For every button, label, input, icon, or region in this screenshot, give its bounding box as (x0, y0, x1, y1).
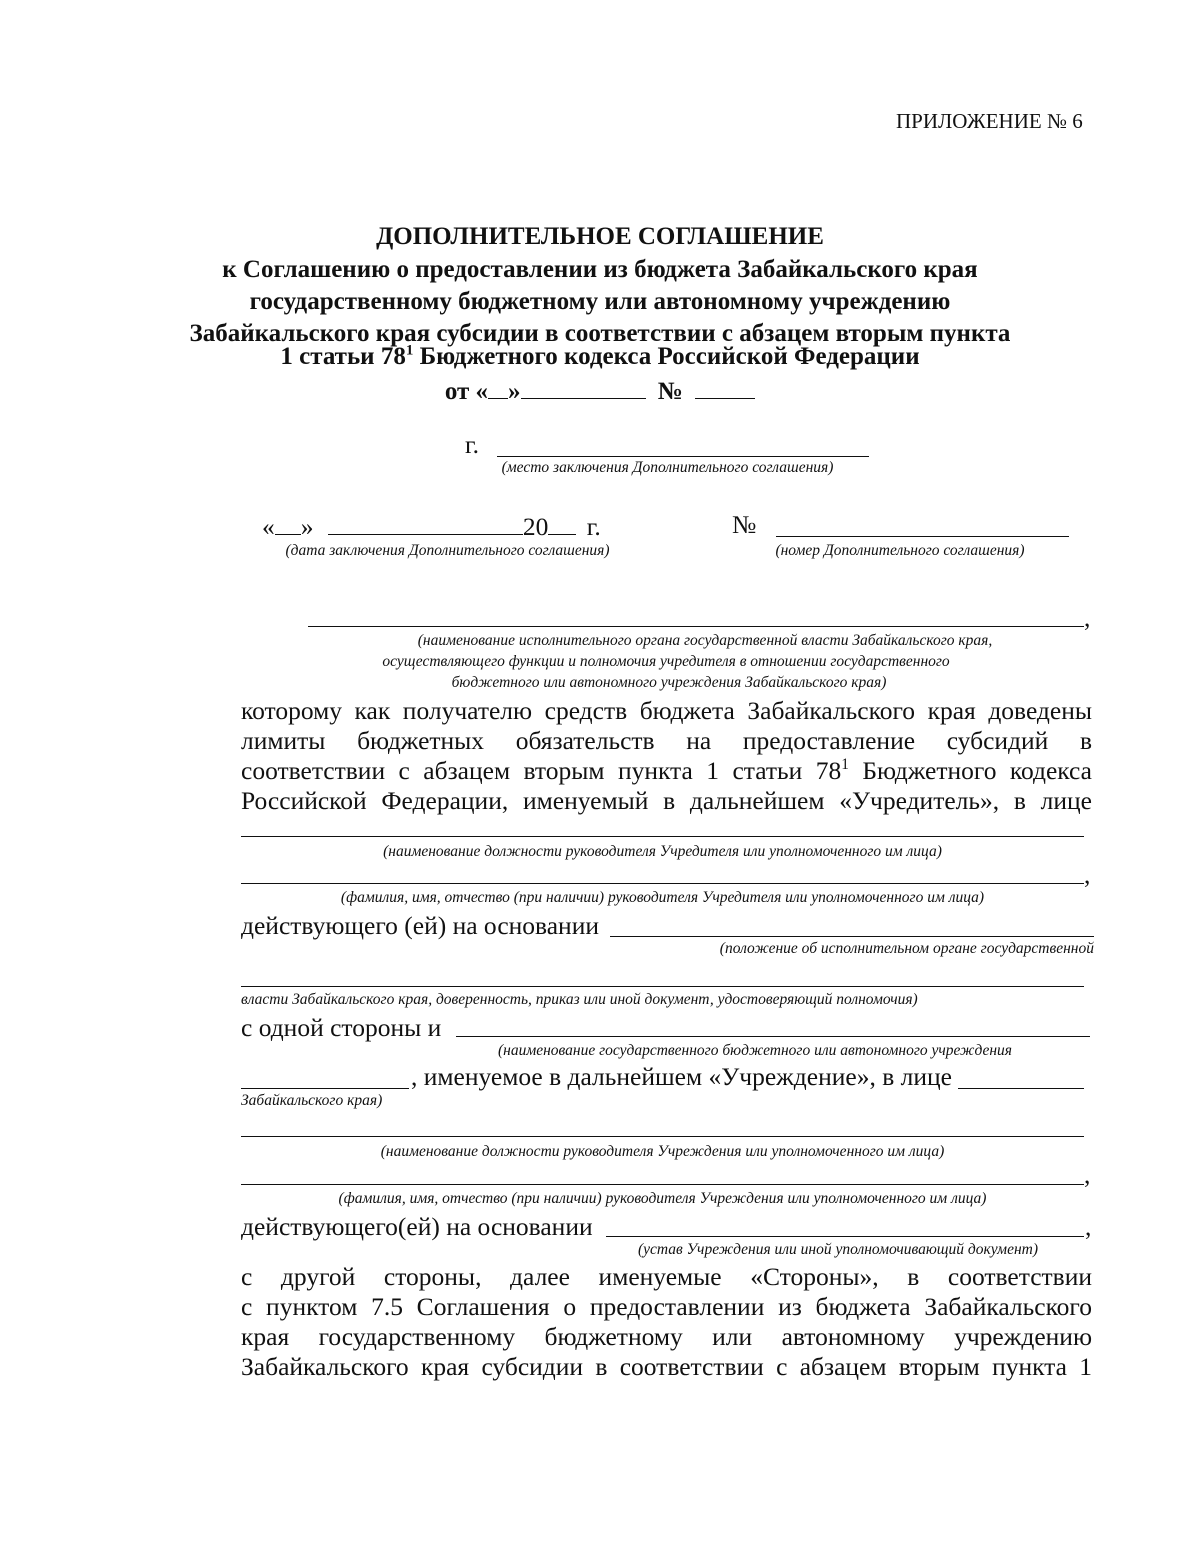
founder-caption-3: бюджетного или автономного учреждения Забайкальского края) (451, 674, 887, 691)
institution-name-caption-2: Забайкальского края) (241, 1092, 383, 1109)
institution-basis-label: действующего(ей) на основании (241, 1212, 593, 1241)
date-year-prefix: 20 (522, 512, 549, 542)
place-prefix: г. (465, 430, 479, 459)
title-line-4-sup: 1 (405, 342, 414, 359)
closing-line-2: с пунктом 7.5 Соглашения о предоставлении из бюджета Забайкальского (241, 1292, 1092, 1321)
title-line-3: Забайкальского края субсидии в соответствии с абзацем вторым пункта (189, 320, 1011, 347)
agreement-number-blank (776, 536, 1069, 537)
founder-para-4: Российской Федерации, именуемый в дальнейшем «Учредитель», в лице (241, 786, 1092, 815)
institution-head-name-blank (241, 1184, 1084, 1185)
institution-position-caption: (наименование должности руководителя Учреждения или уполномоченного им лица) (380, 1143, 945, 1160)
institution-basis-blank (606, 1236, 1084, 1237)
founder-basis-blank-2 (241, 986, 1084, 987)
closing-line-1: с другой стороны, далее именуемые «Стороны», в соответствии (241, 1262, 1092, 1291)
founder-position-caption: (наименование должности руководителя Учредителя или уполномоченного им лица) (383, 843, 942, 860)
one-side-label: с одной стороны и (241, 1013, 442, 1042)
title-date-prefix: от « (444, 377, 489, 405)
date-year-blank (548, 510, 576, 535)
institution-name-caption-1: (наименование государственного бюджетного или автономного учреждения (497, 1042, 1012, 1059)
agreement-number-sign: № (732, 510, 757, 539)
document-title: ДОПОЛНИТЕЛЬНОЕ СОГЛАШЕНИЕ (376, 223, 824, 250)
founder-position-blank (241, 836, 1084, 837)
institution-basis-comma: , (1085, 1212, 1092, 1241)
founder-para-3-sup: 1 (841, 756, 849, 774)
place-blank (497, 456, 869, 457)
founder-caption-2: осуществляющего функции и полномочия учредителя в отношении государственного (382, 653, 950, 670)
founder-name-comma: , (1084, 603, 1091, 632)
institution-name-blank-2 (241, 1088, 409, 1089)
title-number-blank (695, 374, 755, 399)
date-row (262, 510, 601, 542)
date-open-quote: « (262, 512, 275, 542)
founder-para-2: лимиты бюджетных обязательств на предоставление субсидий в (241, 726, 1092, 755)
title-day-blank (488, 374, 508, 399)
place-caption: (место заключения Дополнительного соглашения) (501, 459, 834, 476)
founder-para-3 (241, 756, 1092, 786)
date-close-quote: » (300, 512, 314, 542)
title-date-number (0, 374, 1200, 408)
founder-para-3-b: Бюджетного кодекса (848, 756, 1093, 785)
institution-named-text: , именуемое в дальнейшем «Учреждение», в лице (411, 1062, 952, 1091)
founder-head-name-caption: (фамилия, имя, отчество (при наличии) руководителя Учредителя или уполномоченного им лица) (340, 889, 985, 906)
founder-basis-caption-1: (положение об исполнительном органе государственной (719, 940, 1094, 957)
founder-head-name-blank (241, 883, 1084, 884)
institution-basis-caption: (устав Учреждения или иной уполномочивающий документ) (637, 1241, 1039, 1258)
founder-name-blank (308, 626, 1084, 627)
institution-position-blank (241, 1136, 1084, 1137)
date-caption: (дата заключения Дополнительного соглашения) (285, 542, 610, 559)
institution-head-name-comma: , (1084, 1160, 1091, 1189)
date-month-blank (328, 510, 523, 535)
institution-head-blank (958, 1088, 1084, 1089)
title-line-4 (0, 341, 1200, 373)
founder-basis-label: действующего (ей) на основании (241, 911, 599, 940)
title-line-2: государственному бюджетному или автономному учреждению (249, 288, 951, 315)
title-number-sign: № (657, 377, 683, 405)
founder-basis-caption-2: власти Забайкальского края, доверенность, приказ или иной документ, удостоверяющий полномочия) (241, 991, 918, 1008)
date-day-blank (275, 510, 301, 535)
title-line-4-a: 1 статьи 78 (280, 343, 406, 370)
institution-name-blank (456, 1036, 1090, 1037)
title-date-mid: » (508, 377, 521, 405)
founder-para-3-a: соответствии с абзацем вторым пункта 1 статьи 78 (241, 756, 842, 785)
founder-para-1: которому как получателю средств бюджета Забайкальского края доведены (241, 696, 1092, 725)
title-line-1: к Соглашению о предоставлении из бюджета Забайкальского края (222, 256, 978, 283)
agreement-number-caption: (номер Дополнительного соглашения) (775, 542, 1025, 559)
closing-line-3: края государственному бюджетному или автономному учреждению (241, 1322, 1092, 1351)
institution-head-name-caption: (фамилия, имя, отчество (при наличии) руководителя Учреждения или уполномоченного им лица) (338, 1190, 987, 1207)
title-line-4-b: Бюджетного кодекса Российской Федерации (413, 343, 920, 370)
founder-basis-blank (610, 936, 1094, 937)
appendix-label: ПРИЛОЖЕНИЕ № 6 (896, 109, 1083, 133)
closing-line-4: Забайкальского края субсидии в соответствии с абзацем вторым пункта 1 (241, 1352, 1092, 1381)
title-month-blank (521, 374, 646, 399)
founder-caption-1: (наименование исполнительного органа государственной власти Забайкальского края, (417, 632, 993, 649)
founder-head-name-comma: , (1084, 860, 1091, 889)
date-year-suffix: г. (586, 512, 601, 542)
